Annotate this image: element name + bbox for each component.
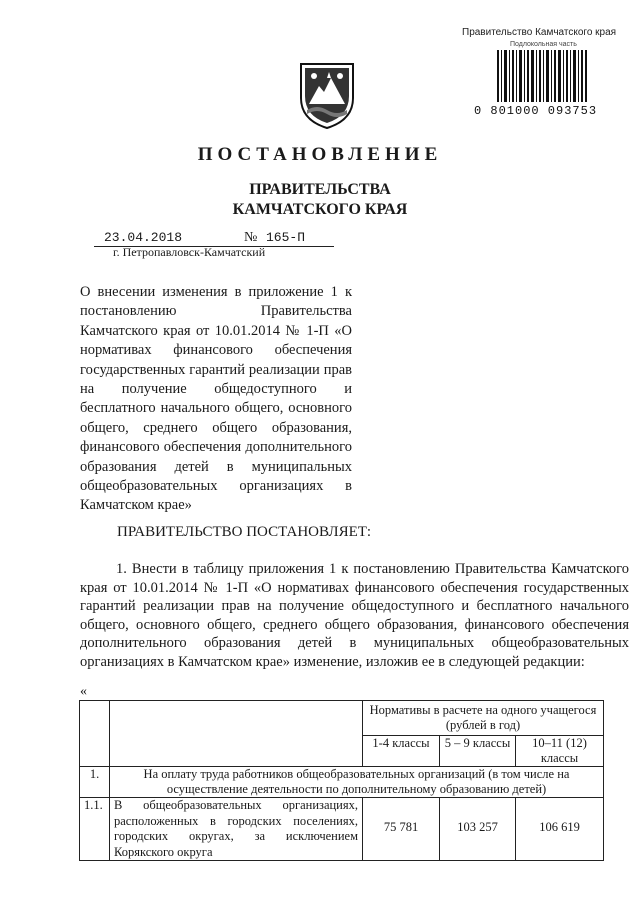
table-header-empty-num — [80, 701, 110, 767]
document-subject: О внесении изменения в приложение 1 к постановлению Правительства Камчатского края от 10.01.2014 № 1-П «О нормативах финансового обеспечения государственных гарантий реализации прав на получение общедоступного и бесплатного начального общего, основного общего, среднего общего образования, финансового обеспечения дополнительного образования детей в муниципальных общеобразовательных организациях в Камчатском крае» — [80, 284, 352, 514]
kamchatka-emblem-icon — [297, 58, 357, 130]
table-col-header: 5 – 9 классы — [440, 736, 516, 767]
document-type: ПОСТАНОВЛЕНИЕ — [197, 144, 443, 165]
document-place: г. Петропавловск-Камчатский — [113, 245, 266, 259]
section-title: На оплату труда работников общеобразовательных организаций (в том числе на осуществление деятельности по дополнительному образованию детей) — [110, 767, 604, 798]
stamp-copy-type: Подлокольная часть — [510, 41, 577, 48]
table-col-header: 10–11 (12) классы — [516, 736, 604, 767]
row-description: В общеобразовательных организациях, расположенных в городских поселениях, городских округах, за исключением Корякского округа — [110, 798, 363, 861]
row-value-1-4: 75 781 — [363, 798, 440, 861]
section-number: 1. — [80, 767, 110, 798]
row-value-10-11: 106 619 — [516, 798, 604, 861]
document-number: 165-П — [266, 230, 306, 245]
table-row — [80, 798, 604, 861]
open-quote: « — [80, 684, 87, 699]
decree-heading: ПРАВИТЕЛЬСТВО ПОСТАНОВЛЯЕТ: — [117, 524, 372, 540]
barcode-number: 0 801000 093753 — [474, 104, 598, 118]
row-value-5-9: 103 257 — [440, 798, 516, 861]
stamp-government: Правительство Камчатского края — [462, 27, 617, 38]
barcode — [497, 50, 587, 108]
table-header-group: Нормативы в расчете на одного учащегося (рублей в год) — [363, 701, 604, 736]
norms-table — [79, 700, 604, 861]
document-date: 23.04.2018 — [104, 230, 183, 245]
row-number: 1.1. — [80, 798, 110, 861]
number-label: № — [244, 230, 258, 245]
table-header-empty-desc — [110, 701, 363, 767]
paragraph-1: 1. Внести в таблицу приложения 1 к постановлению Правительства Камчатского края от 10.01.2014 № 1-П «О нормативах финансового обеспечения государственных гарантий реализации прав на получение общедоступного и бесплатного начального общего, основного общего, среднего общего образования, финансового обеспечения дополнительного образования детей в муниципальных общеобразовательных организациях в Камчатском крае» изменение, изложив ее в следующей редакции: — [80, 561, 629, 670]
table-col-header: 1-4 классы — [363, 736, 440, 767]
table-section-row — [80, 767, 604, 798]
issuer-line-2: КАМЧАТСКОГО КРАЯ — [232, 201, 408, 218]
issuer-line-1: ПРАВИТЕЛЬСТВА — [249, 181, 391, 198]
